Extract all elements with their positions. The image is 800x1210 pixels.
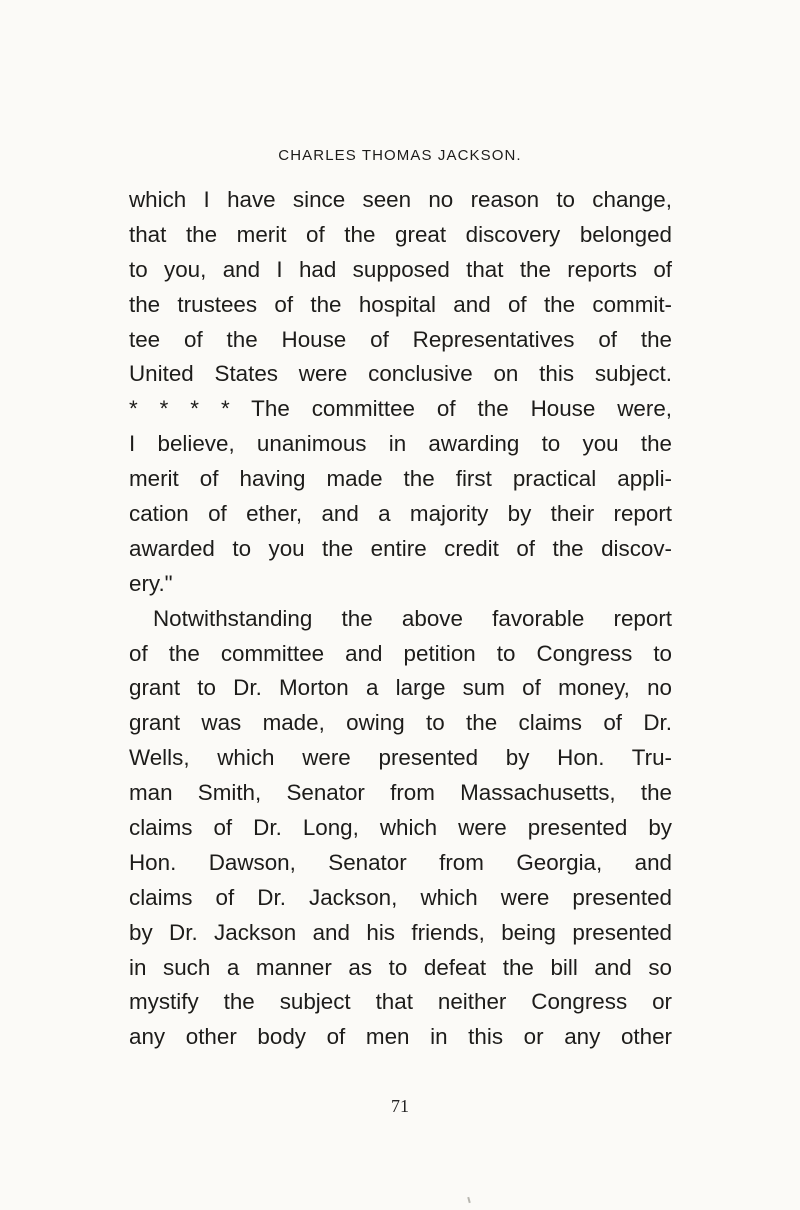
text-line: grant to Dr. Morton a large sum of money, no <box>129 675 672 701</box>
text-line: I believe, unanimous in awarding to you the <box>129 431 672 457</box>
text-line: man Smith, Senator from Massachusetts, the <box>129 780 672 806</box>
text-line: * * * * The committee of the House were, <box>129 396 672 422</box>
text-line: the trustees of the hospital and of the commit- <box>129 291 672 317</box>
text-line: of the committee and petition to Congress to <box>129 640 672 666</box>
text-line: mystify the subject that neither Congress or <box>129 989 672 1015</box>
body-text <box>129 183 672 1055</box>
text-line: claims of Dr. Jackson, which were presented <box>129 884 672 910</box>
page-number: 71 <box>391 1096 409 1116</box>
text-line: Notwithstanding the above favorable report <box>153 605 672 631</box>
text-line: claims of Dr. Long, which were presented by <box>129 815 672 841</box>
text-line: Hon. Dawson, Senator from Georgia, and <box>129 849 672 875</box>
text-line: awarded to you the entire credit of the discov- <box>129 535 672 561</box>
text-line: by Dr. Jackson and his friends, being presented <box>129 919 672 945</box>
text-line: United States were conclusive on this subject. <box>129 361 672 387</box>
text-line: merit of having made the first practical appli- <box>129 466 672 492</box>
paper-speck <box>467 1197 470 1203</box>
text-line: in such a manner as to defeat the bill and so <box>129 954 672 980</box>
text-line: to you, and I had supposed that the reports of <box>129 256 672 282</box>
text-line: cation of ether, and a majority by their report <box>129 501 672 527</box>
text-line: that the merit of the great discovery belonged <box>129 221 672 247</box>
text-line: tee of the House of Representatives of the <box>129 326 672 352</box>
running-head: CHARLES THOMAS JACKSON. <box>278 147 522 164</box>
text-line: which I have since seen no reason to change, <box>129 187 672 212</box>
text-line: any other body of men in this or any other <box>129 1024 672 1050</box>
text-line: ery." <box>129 570 173 596</box>
text-line: grant was made, owing to the claims of Dr. <box>129 710 672 736</box>
text-line: Wells, which were presented by Hon. Tru- <box>129 745 672 771</box>
